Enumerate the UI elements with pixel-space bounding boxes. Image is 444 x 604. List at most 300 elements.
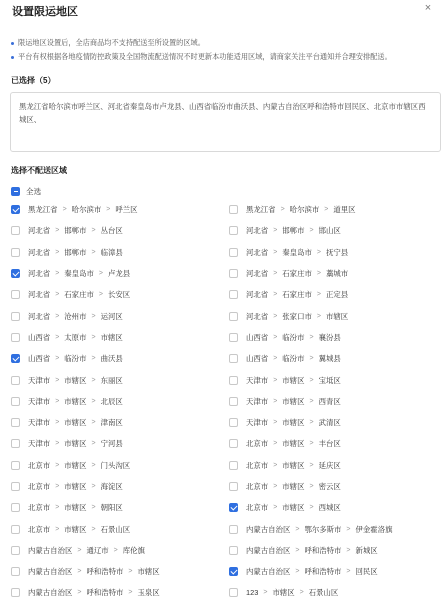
region-segment: 正定县 (325, 290, 349, 300)
selected-count-label: 已选择（5） (11, 76, 56, 85)
region-checkbox[interactable] (11, 354, 20, 363)
region-segment: 宝坻区 (318, 375, 341, 385)
chevron-right-icon: > (55, 248, 60, 256)
region-list (11, 199, 441, 604)
region-segment: 海淀区 (100, 482, 123, 491)
region-option[interactable] (11, 305, 123, 326)
region-path (28, 268, 130, 279)
region-option[interactable] (11, 284, 130, 305)
region-path (246, 375, 341, 386)
chevron-right-icon: > (309, 504, 314, 512)
region-path (28, 396, 123, 407)
select-all-checkbox[interactable] (11, 187, 20, 196)
region-option[interactable] (11, 518, 130, 539)
chevron-right-icon: > (55, 397, 60, 405)
region-option[interactable] (11, 263, 130, 284)
region-checkbox[interactable] (11, 418, 20, 427)
region-segment: 邯山区 (318, 226, 341, 236)
region-option[interactable] (229, 476, 341, 497)
region-segment: 石家庄市 (64, 290, 94, 300)
region-segment: 天津市 (28, 418, 51, 428)
region-segment: 石景山区 (308, 588, 339, 598)
region-checkbox[interactable] (11, 525, 20, 534)
region-checkbox[interactable] (11, 226, 20, 235)
region-segment: 临汾市 (64, 354, 87, 364)
region-segment: 天津市 (28, 396, 51, 406)
chevron-right-icon: > (128, 568, 133, 576)
region-segment: 市辖区 (282, 396, 305, 406)
region-segment: 津南区 (100, 418, 123, 428)
chevron-right-icon: > (91, 397, 96, 405)
region-option[interactable] (11, 391, 123, 412)
region-checkbox[interactable] (229, 482, 238, 491)
region-path (246, 502, 341, 513)
region-segment: 通辽市 (86, 545, 109, 555)
region-segment: 北京市 (246, 460, 269, 470)
region-segment: 邯郸市 (64, 226, 87, 236)
region-option[interactable] (229, 327, 341, 348)
chevron-right-icon: > (309, 419, 314, 427)
region-checkbox[interactable] (229, 354, 238, 363)
region-segment: 黑龙江省 (246, 205, 276, 215)
region-path (246, 268, 348, 279)
region-row (11, 540, 441, 561)
region-segment: 北辰区 (100, 396, 123, 406)
chevron-right-icon: > (77, 546, 82, 554)
chevron-right-icon: > (346, 525, 351, 533)
region-checkbox[interactable] (229, 312, 238, 321)
chevron-right-icon: > (273, 227, 278, 235)
region-checkbox[interactable] (11, 503, 20, 512)
region-path (246, 353, 341, 364)
region-segment: 市辖区 (64, 482, 87, 491)
region-segment: 市辖区 (64, 439, 87, 449)
region-segment: 市辖区 (137, 567, 160, 577)
region-row (11, 242, 441, 263)
region-row (11, 391, 441, 412)
region-checkbox[interactable] (229, 418, 238, 427)
chevron-right-icon: > (273, 440, 278, 448)
region-path (28, 587, 160, 598)
region-path (246, 545, 378, 556)
region-checkbox[interactable] (11, 546, 20, 555)
region-segment: 临漳县 (100, 247, 123, 257)
region-segment: 河北省 (28, 247, 51, 257)
region-checkbox[interactable] (11, 205, 20, 214)
chevron-right-icon: > (77, 568, 82, 576)
region-segment: 123 (246, 588, 259, 598)
chevron-right-icon: > (55, 419, 60, 427)
region-segment: 市辖区 (64, 375, 87, 385)
region-option[interactable] (229, 284, 348, 305)
chevron-right-icon: > (98, 291, 103, 299)
region-segment: 市辖区 (64, 396, 87, 406)
note-item: 平台有权根据各地疫情防控政策及全国物流配送情况不时更新本功能适用区域，请商家关注平台通知并合理安排配送。 (10, 50, 438, 64)
region-segment: 邯郸市 (282, 226, 305, 236)
chevron-right-icon: > (62, 206, 67, 214)
region-segment: 河北省 (28, 269, 51, 279)
region-path (28, 438, 123, 449)
region-checkbox[interactable] (229, 205, 238, 214)
chevron-right-icon: > (295, 525, 300, 533)
region-segment: 襄汾县 (318, 332, 341, 342)
chevron-right-icon: > (309, 227, 314, 235)
region-option[interactable] (229, 305, 348, 326)
region-path (28, 524, 130, 535)
region-option[interactable] (11, 433, 123, 454)
region-option[interactable] (229, 263, 348, 284)
region-segment: 河北省 (28, 290, 51, 300)
region-segment: 临汾市 (282, 354, 305, 364)
selected-regions-box: 黑龙江省哈尔滨市呼兰区、河北省秦皇岛市卢龙县、山西省临汾市曲沃县、内蒙古自治区呼和浩特市回民区、北京市市辖区西城区、 (10, 92, 441, 152)
region-segment: 内蒙古自治区 (28, 545, 73, 555)
region-checkbox[interactable] (229, 248, 238, 257)
region-option[interactable] (11, 242, 123, 263)
region-row (11, 199, 441, 220)
region-segment: 内蒙古自治区 (28, 567, 73, 577)
chevron-right-icon: > (91, 227, 96, 235)
chevron-right-icon: > (55, 440, 60, 448)
region-segment: 呼和浩特市 (304, 567, 342, 577)
region-path (28, 247, 123, 258)
chevron-right-icon: > (273, 504, 278, 512)
chevron-right-icon: > (91, 440, 96, 448)
region-segment: 呼和浩特市 (304, 545, 342, 555)
region-segment: 密云区 (318, 482, 341, 491)
chevron-right-icon: > (55, 525, 60, 533)
region-segment: 市辖区 (282, 375, 305, 385)
region-segment: 东丽区 (100, 375, 123, 385)
region-path (28, 481, 123, 492)
region-option[interactable] (229, 455, 341, 476)
region-segment: 藁城市 (325, 269, 349, 279)
chevron-right-icon: > (316, 291, 321, 299)
chevron-right-icon: > (55, 355, 60, 363)
region-checkbox[interactable] (11, 482, 20, 491)
chevron-right-icon: > (263, 589, 268, 597)
region-path (246, 204, 356, 215)
select-all-label: 全选 (26, 186, 42, 196)
region-row (11, 455, 441, 476)
region-row (11, 327, 441, 348)
region-checkbox[interactable] (229, 461, 238, 470)
region-segment: 河北省 (246, 311, 269, 321)
region-segment: 北京市 (246, 482, 269, 491)
region-path (246, 417, 341, 428)
region-segment: 玉泉区 (137, 588, 160, 598)
region-option[interactable] (11, 455, 130, 476)
region-checkbox[interactable] (229, 269, 238, 278)
region-segment: 河北省 (246, 290, 269, 300)
region-path (28, 545, 145, 556)
chevron-right-icon: > (77, 589, 82, 597)
region-segment: 天津市 (246, 418, 269, 428)
region-segment: 市辖区 (64, 503, 87, 513)
chevron-right-icon: > (280, 206, 285, 214)
region-option[interactable] (11, 220, 123, 241)
chevron-right-icon: > (91, 419, 96, 427)
chevron-right-icon: > (128, 589, 133, 597)
region-row (11, 369, 441, 390)
region-row (11, 497, 441, 518)
region-option[interactable] (229, 412, 341, 433)
region-checkbox[interactable] (229, 290, 238, 299)
region-segment: 长安区 (107, 290, 131, 300)
chevron-right-icon: > (273, 333, 278, 341)
region-segment: 北京市 (246, 503, 269, 513)
select-all[interactable] (11, 185, 41, 197)
region-segment: 呼和浩特市 (86, 588, 124, 598)
region-row (11, 305, 441, 326)
region-checkbox[interactable] (11, 290, 20, 299)
chevron-right-icon: > (91, 483, 96, 490)
region-checkbox[interactable] (11, 248, 20, 257)
region-path (28, 204, 138, 215)
region-option[interactable] (11, 327, 123, 348)
region-option[interactable] (11, 369, 123, 390)
chevron-right-icon: > (309, 376, 314, 384)
region-row (11, 263, 441, 284)
region-option[interactable] (229, 540, 378, 561)
region-checkbox[interactable] (11, 439, 20, 448)
region-option[interactable] (229, 497, 341, 518)
region-option[interactable] (11, 412, 123, 433)
region-option[interactable] (11, 476, 123, 497)
region-segment: 市辖区 (64, 418, 87, 428)
region-checkbox[interactable] (11, 333, 20, 342)
chevron-right-icon: > (91, 461, 96, 469)
region-segment: 石家庄市 (282, 290, 312, 300)
region-path (246, 524, 392, 535)
region-segment: 市辖区 (282, 503, 305, 513)
chevron-right-icon: > (273, 483, 278, 490)
region-row (11, 561, 441, 582)
chevron-right-icon: > (91, 248, 96, 256)
chevron-right-icon: > (91, 312, 96, 320)
region-checkbox[interactable] (11, 567, 20, 576)
chevron-right-icon: > (273, 376, 278, 384)
region-option[interactable] (229, 561, 378, 582)
chevron-right-icon: > (273, 461, 278, 469)
region-segment: 北京市 (28, 460, 51, 470)
chevron-right-icon: > (91, 333, 96, 341)
chevron-right-icon: > (106, 206, 111, 214)
region-segment: 黑龙江省 (28, 205, 58, 215)
region-segment: 延庆区 (318, 460, 341, 470)
chevron-right-icon: > (346, 546, 351, 554)
region-segment: 河北省 (28, 226, 51, 236)
region-checkbox[interactable] (229, 226, 238, 235)
region-segment: 鄂尔多斯市 (304, 524, 342, 534)
region-segment: 北京市 (28, 503, 51, 513)
dialog-title: 设置限运地区 (12, 6, 78, 18)
region-segment: 天津市 (28, 439, 51, 449)
region-option[interactable] (11, 199, 138, 220)
region-segment: 哈尔滨市 (289, 205, 320, 215)
region-segment: 道里区 (333, 205, 356, 215)
region-option[interactable] (229, 369, 341, 390)
region-path (28, 332, 123, 343)
region-checkbox[interactable] (229, 567, 238, 576)
region-row (11, 412, 441, 433)
region-segment: 哈尔滨市 (71, 205, 102, 215)
chevron-right-icon: > (316, 312, 321, 320)
chevron-right-icon: > (273, 397, 278, 405)
chevron-right-icon: > (316, 248, 321, 256)
chevron-right-icon: > (113, 546, 118, 554)
region-segment: 市辖区 (100, 332, 123, 342)
region-path (246, 332, 341, 343)
region-row (11, 582, 441, 603)
region-option[interactable] (11, 540, 145, 561)
region-path (28, 502, 123, 513)
region-row (11, 348, 441, 369)
region-checkbox[interactable] (229, 376, 238, 385)
region-checkbox[interactable] (229, 503, 238, 512)
region-checkbox[interactable] (229, 439, 238, 448)
region-segment: 市辖区 (282, 439, 305, 449)
region-path (28, 460, 130, 471)
region-segment: 内蒙古自治区 (28, 588, 73, 598)
region-segment: 天津市 (246, 396, 269, 406)
region-row (11, 476, 441, 497)
region-path (246, 289, 348, 300)
region-segment: 天津市 (28, 375, 51, 385)
chevron-right-icon: > (91, 525, 96, 533)
region-segment: 市辖区 (282, 418, 305, 428)
region-option[interactable] (11, 582, 160, 603)
chevron-right-icon: > (98, 270, 103, 278)
region-segment: 市辖区 (64, 524, 87, 534)
note-item: 限运地区设置后，全店商品均不支持配送至所设置的区域。 (10, 36, 438, 50)
region-segment: 市辖区 (325, 311, 349, 321)
region-segment: 呼和浩特市 (86, 567, 124, 577)
region-path (28, 289, 130, 300)
region-segment: 西城区 (318, 503, 341, 513)
region-segment: 新城区 (355, 545, 378, 555)
region-segment: 河北省 (246, 269, 269, 279)
region-option[interactable] (229, 199, 356, 220)
region-option[interactable] (229, 582, 338, 603)
region-segment: 库伦旗 (122, 545, 145, 555)
chevron-right-icon: > (55, 333, 60, 341)
region-segment: 内蒙古自治区 (246, 567, 291, 577)
region-option[interactable] (11, 497, 123, 518)
chevron-right-icon: > (309, 355, 314, 363)
region-path (28, 311, 123, 322)
region-checkbox[interactable] (11, 269, 20, 278)
region-option[interactable] (11, 561, 160, 582)
chevron-right-icon: > (295, 546, 300, 554)
region-path (246, 311, 348, 322)
chevron-right-icon: > (91, 504, 96, 512)
region-checkbox[interactable] (229, 397, 238, 406)
region-segment: 石家庄市 (282, 269, 312, 279)
chevron-right-icon: > (55, 270, 60, 278)
notes-list (10, 36, 438, 64)
chevron-right-icon: > (309, 461, 314, 469)
chevron-right-icon: > (55, 227, 60, 235)
region-checkbox[interactable] (11, 376, 20, 385)
region-row (11, 518, 441, 539)
region-segment: 市辖区 (64, 460, 87, 470)
region-row (11, 220, 441, 241)
region-segment: 北京市 (28, 482, 51, 491)
chevron-right-icon: > (273, 355, 278, 363)
region-segment: 太原市 (64, 332, 87, 342)
chevron-right-icon: > (55, 483, 60, 490)
region-segment: 秦皇岛市 (64, 269, 94, 279)
close-icon[interactable]: × (424, 2, 432, 14)
region-segment: 翼城县 (318, 354, 341, 364)
region-segment: 内蒙古自治区 (246, 545, 291, 555)
region-segment: 卢龙县 (107, 269, 131, 279)
region-segment: 山西省 (28, 332, 51, 342)
region-option[interactable] (11, 348, 123, 369)
region-option[interactable] (229, 518, 392, 539)
region-path (246, 247, 348, 258)
region-segment: 河北省 (246, 247, 269, 257)
region-checkbox[interactable] (11, 312, 20, 321)
region-option[interactable] (229, 220, 341, 241)
region-path (246, 460, 341, 471)
region-checkbox[interactable] (229, 588, 238, 597)
region-option[interactable] (229, 433, 341, 454)
region-option[interactable] (229, 348, 341, 369)
region-option[interactable] (229, 242, 348, 263)
chevron-right-icon: > (295, 568, 300, 576)
region-segment: 山西省 (28, 354, 51, 364)
region-segment: 市辖区 (282, 482, 305, 491)
region-segment: 西青区 (318, 396, 341, 406)
region-row (11, 433, 441, 454)
region-checkbox[interactable] (229, 525, 238, 534)
chevron-right-icon: > (316, 270, 321, 278)
chevron-right-icon: > (299, 589, 304, 597)
region-path (28, 417, 123, 428)
exclude-regions-label: 选择不配送区域 (11, 166, 67, 175)
region-checkbox[interactable] (229, 546, 238, 555)
region-segment: 山西省 (246, 332, 269, 342)
chevron-right-icon: > (91, 376, 96, 384)
region-segment: 宁河县 (100, 439, 123, 449)
chevron-right-icon: > (273, 291, 278, 299)
region-path (246, 396, 341, 407)
region-checkbox[interactable] (229, 333, 238, 342)
region-segment: 门头沟区 (100, 460, 131, 470)
region-segment: 武清区 (318, 418, 341, 428)
region-checkbox[interactable] (11, 397, 20, 406)
chevron-right-icon: > (55, 461, 60, 469)
chevron-right-icon: > (273, 419, 278, 427)
region-path (246, 225, 341, 236)
region-segment: 邯郸市 (64, 247, 87, 257)
region-path (28, 225, 123, 236)
region-option[interactable] (229, 391, 341, 412)
region-segment: 抚宁县 (325, 247, 349, 257)
region-segment: 沧州市 (64, 311, 87, 321)
chevron-right-icon: > (55, 291, 60, 299)
region-segment: 山西省 (246, 354, 269, 364)
chevron-right-icon: > (324, 206, 329, 214)
chevron-right-icon: > (55, 312, 60, 320)
region-segment: 曲沃县 (100, 354, 123, 364)
region-segment: 伊金霍洛旗 (355, 524, 393, 534)
region-checkbox[interactable] (11, 588, 20, 597)
region-checkbox[interactable] (11, 461, 20, 470)
chevron-right-icon: > (91, 355, 96, 363)
region-segment: 北京市 (28, 524, 51, 534)
